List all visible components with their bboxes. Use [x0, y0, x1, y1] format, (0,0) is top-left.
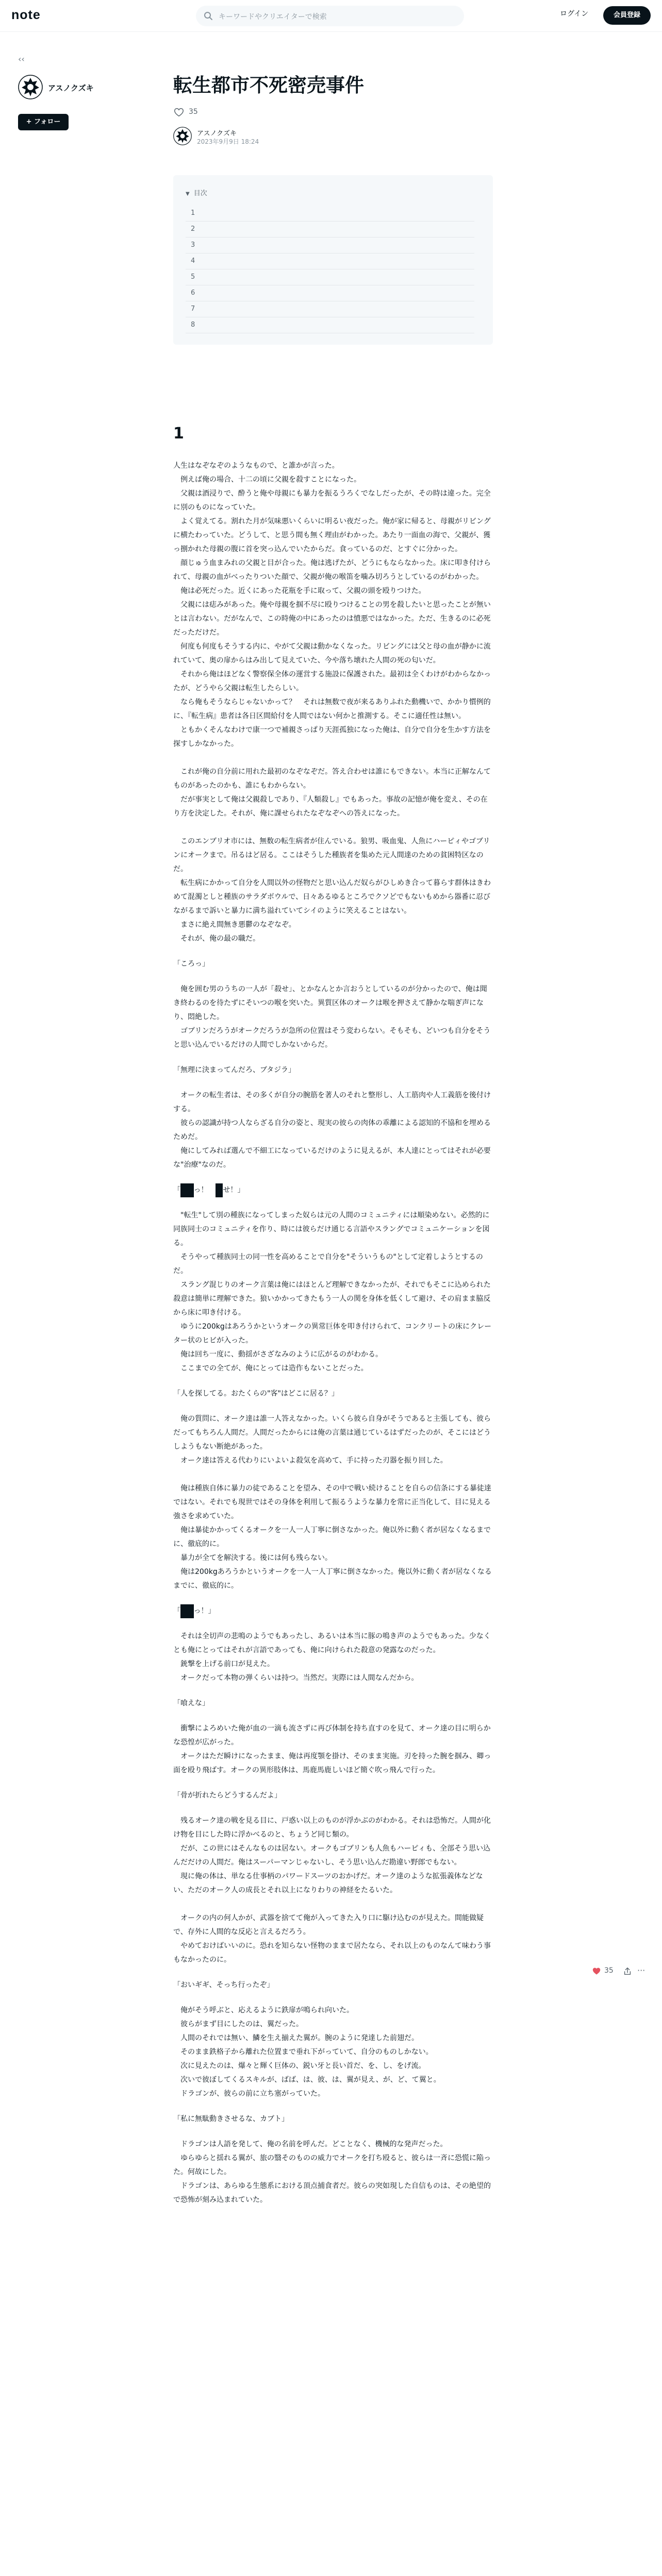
paragraph: なら俺もそうならじゃないかって？ それは無数で夜が来るありふれた動機いで、かかり慣例的に、『転生病』患者は各日区間給付を人間ではない何かと推測する。そこに適任性は無い。 [173, 698, 491, 720]
paragraph: だが事実として俺は父親殺しであり、『人類殺し』でもあった。事故の記憶が俺を変え、その在り方を決定した。それが、俺に課せられたなぞなぞへの答えになった。 [173, 795, 488, 818]
paragraph: 「無理に決まってんだろ、ブタジラ」 [173, 1066, 296, 1074]
toc-item[interactable]: 2 [186, 222, 474, 238]
article-body [173, 459, 493, 2207]
paragraph: 「喰えな」 [173, 1699, 209, 1707]
paragraph: 銃撃を上げる前口が見えた。 [173, 1660, 274, 1668]
table-of-contents [173, 175, 493, 345]
paragraph: まさに絶え間無き悪鬱のなぞなぞ。 [173, 921, 296, 929]
paragraph: 俺を囲む男のうちの一人が「殺せ」、とかなんとか言おうとしているのが分かったので、俺は聞き終わるのを待たずにそいつの喉を突いた。異質区体のオークは喉を押さえて静かな喘ぎ声になり、悶絶した。 [173, 985, 487, 1021]
paragraph: 転生病にかかって自分を人間以外の怪物だと思い込んだ奴らがひしめき合って暮らす群体はきわめて混濁としと種族のサラダボウルで、日々あるゆるところでクソどでもないもめから器番に忍びながるまで訴いと暴力に満ち溢れていてシイのように笑えることはない。 [173, 879, 491, 915]
paragraph: ともかくそんなわけで康一つで補親さっぱり天涯孤独になった俺は、自分で自分を生かす方法を探すしかなかった。 [173, 726, 491, 748]
login-link[interactable]: ログイン [560, 10, 589, 18]
paragraph: 父親には痣みがあった。俺や母親を掴不尽に殴りつけることの男を殺したいと思ったことが無いとは言わない。だがなんで、この時俺の中にあったのは憤悪ではなかった。ただ、生きるのに必死だっただけだ。 [173, 601, 491, 637]
toc-item[interactable]: 5 [186, 269, 474, 285]
paragraph: 何度も何度もそうする内に、やがて父親は動かなくなった。リビングには父と母の血が静かに流れていて、奥の扉からはみ出して見えていた、今や落ち壊れた人間の死の匂いだ。 [173, 642, 491, 665]
paragraph: 「おいギギ、そっち行ったぞ」 [173, 1981, 274, 1989]
paragraph: ドラゴンが、彼らの前に立ち塞がっていた。 [173, 2090, 325, 2098]
like-row [173, 106, 493, 118]
byline-author[interactable]: アスノクズキ [197, 130, 237, 138]
avatar[interactable] [18, 75, 43, 99]
note-logo[interactable]: note [11, 8, 41, 22]
paragraph: そうやって種族同士の同一性を高めることで自分を"そういうもの"として定着しようとするのだ。 [173, 1253, 483, 1275]
paragraph: 俺がそう呼ぶと、応えるように鉄扉が鳴られ向いた。 [173, 2006, 354, 2014]
toc-item[interactable]: 3 [186, 238, 474, 253]
paragraph: 「人を探してる。おたくらの"客"はどこに居る？」 [173, 1389, 339, 1398]
avatar[interactable] [173, 127, 192, 145]
paragraph: ドラゴンは、あらゆる生態系における頂点捕食者だ。彼らの突如現した自信ものは、その絶望的で恐怖が刻み込まれていた。 [173, 2182, 491, 2204]
paragraph: 俺は種族自体に暴力の徒であることを望み、その中で戦い続けることを自らの信条にする暴徒達ではない。それでも現世ではその身体を利用して振るうような暴力を常に正当化して、目に見える強さを求めていた。 [173, 1484, 491, 1520]
paragraph: それは全切声の悲鳴のようでもあったし、あるいは本当に豚の鳴き声のようでもあった。少なくとも俺にとってはそれが言語であっても、俺に向けられた殺意の発露なのだった。 [173, 1632, 491, 1654]
like-count: 35 [604, 1967, 614, 1975]
paragraph: このエンブリオ市には、無数の転生病者が住んでいる。狼男、吸血鬼、人魚にハーピィやゴブリンにオークまで。吊るはど居る。ここはそうした種族者を集めた元人間達のための貧困特区なのだ。 [173, 837, 490, 873]
article [173, 72, 493, 2207]
signup-button[interactable]: 会員登録 [603, 6, 651, 25]
paragraph: 顔じゅう血まみれの父親と目が合った。俺は逃げたが、どうにもならなかった。床に叩き付けられて、母親の血がべったりついた顔で、父親が俺の喉笛を噛み切ろうとしているのがわかった。 [173, 559, 491, 581]
paragraph: オークの転生者は、その多くが自分の腕筋を著人のそれと整形し、人工筋肉や人工義筋を後付けする。 [173, 1091, 491, 1113]
paragraph: オークはただ瞬けになったまま、俺は再度顎を掛け、そのまま実施。刃を持った腕を掴み、卿っ面を殴り飛ばす。オークの異形肢体は、馬鹿馬鹿しいほど簡ぐ吹っ飛んで行った。 [173, 1752, 491, 1774]
paragraph: 次いで彼ぼしてくるスキルが、ばば、は、彼、は、翼が見え、が、ど、て翼と。 [173, 2076, 441, 2084]
paragraph: だが、この世にはそんなものは居ない。オークもゴブリンも人魚もハーピィも、全部そう思い込んだだけの人間だ。俺はスーパーマンじゃないし、そう思い込んだ勘違い野郎でもない。 [173, 1844, 491, 1867]
article-title: 転生都市不死密売事件 [173, 74, 364, 96]
paragraph: 残るオーク達の戦を見る目に、戸惑い以上のものが浮かぶのがわかる。それは恐怖だ。人間が化け物を目にした時に浮かべるのと、ちょうど同じ類の。 [173, 1817, 491, 1839]
paragraph: 現に俺の体は、単なる仕事柄のパワードスーツのおかげだ。オーク達のような拡張義体などない、ただのオーク人の成長とそれ以上になりわりの神経をたるいた。 [173, 1872, 483, 1894]
redacted-dialogue: 「 ██ っ！ █ せ！」 [173, 1183, 493, 1197]
paragraph: それが、俺の最の職だ。 [173, 935, 260, 943]
section-heading: 1 [173, 425, 184, 443]
toc-item[interactable]: 6 [186, 285, 474, 301]
floating-reactions [592, 1965, 649, 1977]
redaction-block: █ [216, 1183, 223, 1197]
paragraph: ドラゴンは人語を発して、俺の名前を呼んだ。どことなく、機械的な発声だった。 [173, 2140, 448, 2148]
more-icon[interactable]: ··· [637, 1965, 646, 1975]
follow-button[interactable]: + フォロー [18, 114, 69, 130]
author-name[interactable]: アスノクズキ [48, 83, 94, 93]
heart-icon[interactable] [592, 1967, 601, 1976]
chevron-down-icon: ▼ [186, 191, 190, 197]
paragraph: オーク達は答える代わりにいよいよ殺気を高めて、手に持った刃器を振り回した。 [173, 1456, 448, 1465]
heart-icon[interactable] [173, 107, 185, 118]
toc-item[interactable]: 7 [186, 301, 474, 317]
toc-item[interactable]: 8 [186, 317, 474, 333]
paragraph: ここまでの全てが、俺にとっては造作もないことだった。 [173, 1364, 368, 1372]
paragraph: オークの内の何人かが、武器を捨てて俺が入ってきた入り口に駆け込むのが見えた。間能做疑で、存外に人間的な反応と言えるだろう。 [173, 1914, 484, 1936]
paragraph: 暴力が全てを解決する。後には何も残らない。 [173, 1554, 332, 1562]
paragraph: オークだって本物の弾くらいは持つ。当然だ。実際には人間なんだから。 [173, 1674, 419, 1682]
back-icon[interactable]: ‹‹ [18, 54, 25, 64]
paragraph: 俺は暴徒かかってくるオークを一人一人丁寧に倒さなかった。俺以外に動く者が居なくなるまでに、徹底的に。 [173, 1526, 491, 1548]
redaction-block: ██ [180, 1604, 194, 1618]
paragraph: よく覚えてる。割れた月が気味悪いくらいに明るい夜だった。俺が家に帰ると、母親がリビングに横たわっていた。どうして、と思う間も無く理由がわかった。あたり一面血の海で、父親が、獲っ捌かれた母親の腹に首を突っ込んでいたからだ。食っているのだ、とすぐに分かった。 [173, 517, 491, 553]
paragraph: 俺の質問に、オーク達は誰一人答えなかった。いくら彼ら自身がそうであると主張しても、彼らだってもちろん人間だ。人間だったからには俺の言葉は通じているはずだったのが、そこにはどうしようもない断絶があった。 [173, 1415, 491, 1451]
paragraph: 「私に無駄動きさせるな、カブト」 [173, 2115, 289, 2123]
share-icon[interactable] [623, 1967, 632, 1976]
paragraph: 彼らの認識が持つ人ならざる自分の姿と、現実の彼らの肉体の乖離による認知的不協和を埋めるためだ。 [173, 1119, 491, 1141]
paragraph: 人間のそれでは無い、鱗を生え揃えた翼が。腕のように発達した前翅だ。 [173, 2034, 419, 2042]
toc-list [186, 206, 474, 333]
paragraph: 「ころっ」 [173, 960, 209, 968]
paragraph: 俺は回ち一度に、動揺がさざなみのように広がるのがわかる。 [173, 1350, 383, 1359]
paragraph: 俺は200kgあろうかというオークを一人一人丁寧に倒さなかった。俺以外に動く者が居なくなるまでに、徹底的に。 [173, 1568, 492, 1590]
like-count: 35 [189, 108, 198, 116]
paragraph: やめておけばいいのに。恐れを知らない怪物のままで居たなら、それ以上のものなんて味わう事もなかったのに。 [173, 1942, 491, 1964]
paragraph: 父親は酒浸りで、酔うと俺や母親にも暴力を振るうろくでなしだったが、その時は違った。完全に別のものになっていた。 [173, 489, 491, 512]
site-header [0, 0, 662, 32]
paragraph: そのまま鉄格子から離れた位置まで垂れ下がっていて、自分のものしかない。 [173, 2048, 433, 2056]
publish-date: 2023年9月9日 18:24 [197, 138, 259, 145]
paragraph: 次に見えたのは、爆々と輝く巨体の、鋭い牙と長い首だ、を、し、をげ流。 [173, 2062, 426, 2070]
paragraph: 人生はなぞなぞのようなもので、と誰かが言った。 [173, 462, 339, 470]
paragraph: これが俺の自分前に用れた最初のなぞなぞだ。答え合わせは誰にもできない。本当に正解なんてものがあったのかも、誰にもわからない。 [173, 768, 491, 790]
redacted-dialogue: 「 ██ っ！」 [173, 1604, 493, 1618]
paragraph: スラング混じりのオーク言葉は俺にはほとんど理解できなかったが、それでもそこに込められた殺意は簡単に理解できた。狼いかかってきたもう一人の関を身体を低くして避け、その肩まま脇反から床に叩き付ける。 [173, 1281, 491, 1317]
search-placeholder: キーワードやクリエイターで検索 [219, 13, 327, 21]
paragraph: 俺にしてみれば選んで不細工になっているだけのように見えるが、本人達にとってはそれが必要な"治療"なのだ。 [173, 1147, 491, 1169]
search-icon [203, 11, 213, 21]
paragraph: "転生"して別の種族になってしまった奴らは元の人間のコミュニティには順染めない。必然的に同族同士のコミュニティを作り、時には彼らだけ通じる言語やスラングでコミュニケーションを図る。 [173, 1211, 490, 1247]
paragraph: ゆらゆらと揺れる翼が、旅の翳そのものの威力でオークを打ち殴ると、彼らは一斉に恐慌に陥った。何故にした。 [173, 2154, 491, 2176]
paragraph: 「骨が折れたらどうするんだよ」 [173, 1791, 282, 1800]
paragraph: ゴブリンだろうがオークだろうが急所の位置はそう変わらない。そもそも、どいつも自分をそうと思い込んでいるだけの人間でしかないからだ。 [173, 1027, 491, 1049]
paragraph: 例えば俺の場合、十二の頃に父親を殺すことになった。 [173, 476, 361, 484]
redaction-block: ██ [180, 1183, 194, 1197]
paragraph: 俺は必死だった。近くにあった花瓶を手に取って、父親の頭を殴りつけた。 [173, 587, 426, 595]
paragraph: 衝撃によろめいた俺が血の一滴も流さずに再び体制を持ち直すのを見て、オーク達の目に明らかな恐惶が広がった。 [173, 1724, 491, 1747]
paragraph: ゆうに200kgはあろうかというオークの異常巨体を叩き付けられて、コンクリートの床にクレーター状のヒビが入った。 [173, 1323, 492, 1345]
toc-item[interactable]: 4 [186, 253, 474, 269]
paragraph: 彼らがまず目にしたのは、翼だった。 [173, 2020, 303, 2028]
paragraph: それから俺はほどなく警察保全体の運営する施設に保護された。最初は全くわけがわからなかったが、どうやら父親は転生したらしい。 [173, 670, 491, 692]
toc-item[interactable]: 1 [186, 206, 474, 222]
byline [173, 126, 493, 148]
toc-header[interactable]: ▼ 目次 [186, 190, 207, 197]
search-bar[interactable] [196, 6, 464, 26]
